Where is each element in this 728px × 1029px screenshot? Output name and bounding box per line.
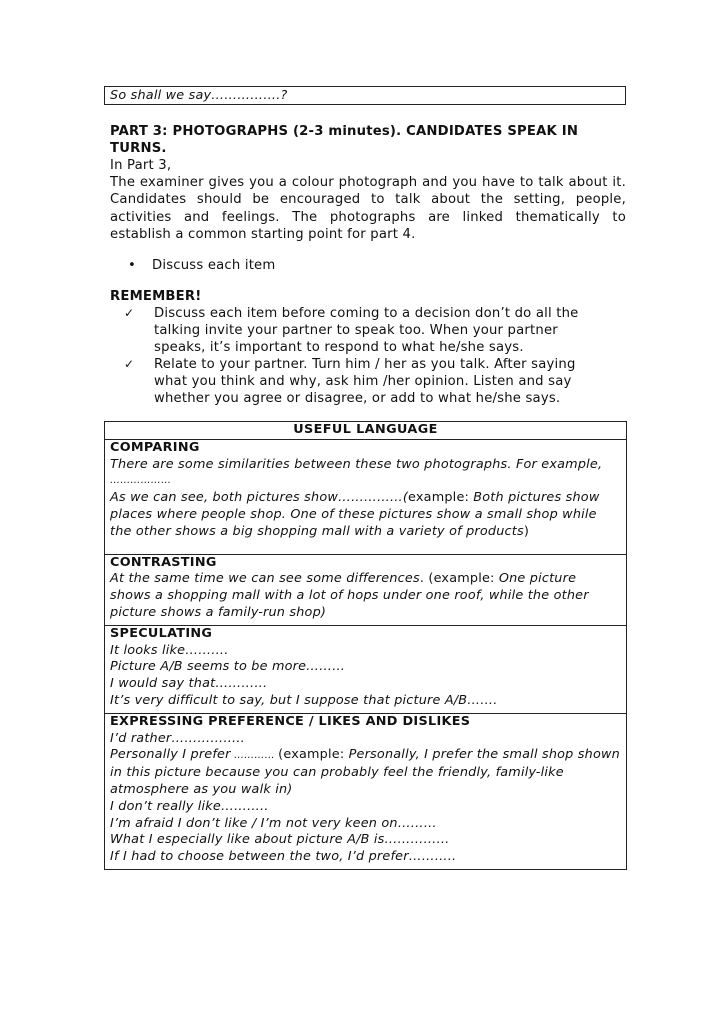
preference-dots: …………: [230, 750, 279, 762]
comparing-dots: ………………: [110, 475, 172, 487]
comparing-phrase: As we can see, both pictures show…………...(: [110, 490, 409, 506]
example-label: (example:: [278, 747, 349, 763]
remember-title: REMEMBER!: [110, 289, 202, 305]
speculating-line: Picture A/B seems to be more………: [110, 659, 346, 675]
preference-phrase: Personally I prefer: [110, 747, 231, 763]
contrasting-example-text: One picture shows a shopping mall with a lot of hops under one roof, while the other picture shows a family-run shop): [110, 571, 589, 620]
preference-line: I don’t really like………..: [110, 798, 269, 814]
useful-language-header: USEFUL LANGUAGE: [105, 422, 627, 440]
document-page: [104, 86, 626, 870]
speculating-title: SPECULATING: [110, 625, 213, 641]
preference-example: [110, 747, 621, 798]
remember-item-text: Relate to your partner. Turn him / her as you talk. After saying what you think and why, ask him /her opinion. Listen and say whether you agree or disagree, or add to what he/she says.: [154, 357, 576, 407]
example-label: example:: [408, 490, 470, 506]
example-label: . (example:: [419, 571, 499, 587]
checkmark-icon: ✓: [124, 357, 135, 372]
speculating-cell: [105, 625, 627, 713]
contrasting-title: CONTRASTING: [110, 554, 217, 570]
preference-line: If I had to choose between the two, I’d prefer………..: [110, 849, 457, 865]
remember-item-text: Discuss each item before coming to a decision don’t do all the talking invite your partner to speak too. When your partner speaks, it’s important to respond to what he/she says.: [154, 306, 579, 356]
comparing-cell: [105, 439, 627, 554]
preference-title: EXPRESSING PREFERENCE / LIKES AND DISLIKES: [110, 713, 471, 729]
preference-line: I’d rather……………..: [110, 730, 245, 746]
preference-line: What I especially like about picture A/B is……………: [110, 832, 450, 848]
contrasting-phrase: At the same time we can see some differences: [110, 571, 420, 587]
remember-item: [104, 356, 626, 407]
comparing-title: COMPARING: [110, 439, 200, 455]
bullet-text: Discuss each item: [152, 258, 276, 274]
bullet-icon: •: [128, 258, 136, 274]
comparing-line: There are some similarities between these two photographs. For example,: [110, 456, 603, 472]
useful-language-table: [104, 421, 627, 870]
comparing-example: [110, 490, 621, 540]
speculating-line: I would say that…………: [110, 676, 268, 692]
checkmark-icon: ✓: [124, 306, 135, 321]
comparing-example-text: Both pictures show places where people shop. One of these pictures show a small shop while the other shows a big shopping mall with a variety of products: [110, 490, 600, 539]
part3-description: The examiner gives you a colour photograph and you have to talk about it. Candidates should be encouraged to talk about the setting, people, activities and feelings. The photographs are linked thematically to establish a common starting point for part 4.: [110, 175, 626, 242]
contrasting-example: [110, 571, 621, 621]
top-prompt-text: So shall we say…………….?: [110, 88, 288, 103]
part3-intro: In Part 3,: [110, 158, 172, 173]
contrasting-cell: [105, 554, 627, 625]
preference-line: I’m afraid I don’t like / I’m not very keen on………: [110, 815, 437, 831]
example-close: ): [523, 523, 530, 539]
preference-example-text: Personally, I prefer the small shop shown in this picture because you can probably feel the friendly, family-like atmosphere as you walk in): [110, 747, 620, 797]
top-prompt-box: [104, 86, 626, 105]
speculating-line: It looks like……….: [110, 642, 229, 658]
speculating-line: It’s very difficult to say, but I suppose that picture A/B…….: [110, 692, 498, 708]
remember-item: [104, 305, 626, 356]
part3-heading: PART 3: PHOTOGRAPHS (2-3 minutes). CANDIDATES SPEAK IN TURNS.: [110, 124, 579, 156]
preference-cell: [105, 713, 627, 869]
bullet-item: [104, 257, 626, 274]
